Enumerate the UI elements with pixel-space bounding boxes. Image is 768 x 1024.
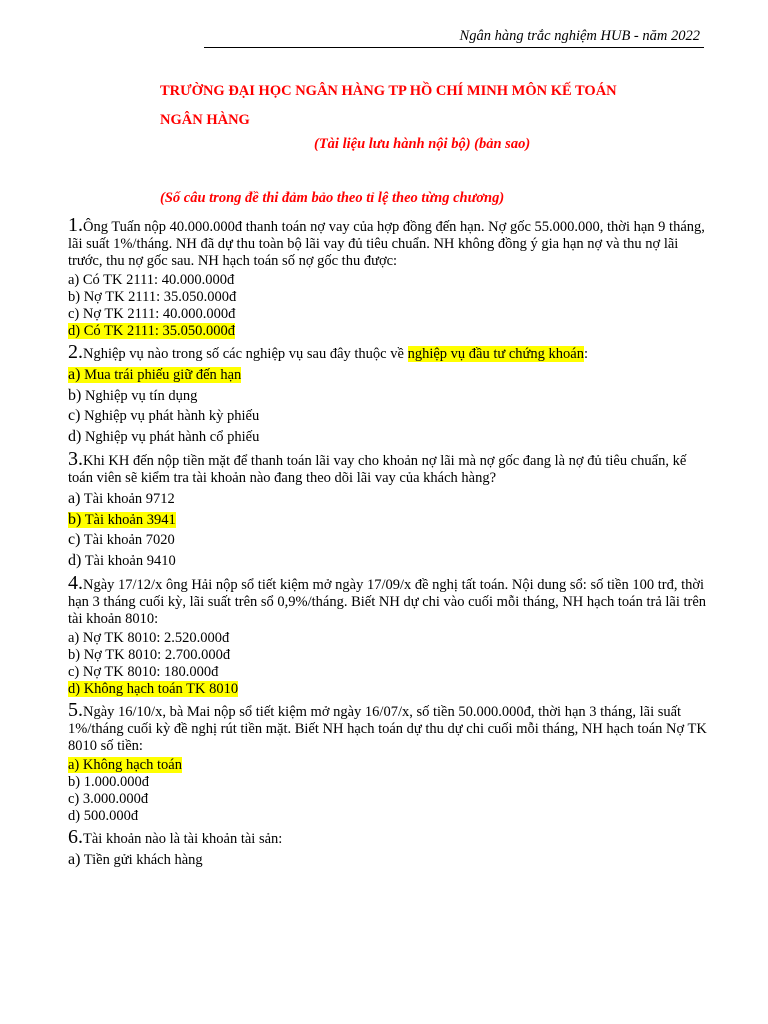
question-number: 3. [68,448,83,470]
answer-option-c: c) Nợ TK 2111: 40.000.000đ [68,306,236,322]
answer-option-a-correct: a) Không hạch toán [68,757,182,773]
page-header: Ngân hàng trắc nghiệm HUB - năm 2022 [459,28,700,44]
question-text: Khi KH đến nộp tiền mặt để thanh toán lãi vay cho khoản nợ lãi mà nợ gốc đang là nợ đủ tiêu chuẩn, kế toán viên sẽ kiểm tra tài khoản nào đang theo dõi lãi vay của khách hàng? [68,453,687,486]
document-title: TRƯỜNG ĐẠI HỌC NGÂN HÀNG TP HỒ CHÍ MINH MÔN KẾ TOÁN NGÂN HÀNG [160,83,617,128]
answer-option-d: d) Nghiệp vụ phát hành cổ phiếu [68,427,260,445]
question-text: Ngày 17/12/x ông Hải nộp sổ tiết kiệm mở ngày 17/09/x đề nghị tất toán. Nội dung sổ: số tiền 100 trđ, thời hạn 3 tháng cuối kỳ, lãi suất trên sổ 0,9%/tháng. Biết NH dự chi vào cuối mỗi tháng, NH hạch toán trả lãi trên tài khoản 8010: [68,577,707,627]
answer-option-a-correct: a) Mua trái phiếu giữ đến hạn [68,366,242,383]
answer-option-a: a) Có TK 2111: 40.000.000đ [68,272,235,288]
question-text: Ngày 16/10/x, bà Mai nộp sổ tiết kiệm mở ngày 16/07/x, số tiền 50.000.000đ, thời hạn 3 tháng, lãi suất 1%/tháng cuối kỳ đề nghị rút tiền mặt. Biết NH hạch toán dự thu dự chi cuối mỗi tháng, NH hạch toán Nợ TK 8010 số tiền: [68,704,707,754]
question-2: 2.Nghiệp vụ nào trong số các nghiệp vụ sau đây thuộc về nghiệp vụ đầu tư chứng khoán: a) Mua trái phiếu giữ đến hạn b) Nghiệp vụ tín dụng c) Nghiệp vụ phát hành kỳ phiếu d) Nghiệp vụ phát hành cổ phiếu [68,344,708,447]
answer-option-d: d) 500.000đ [68,808,139,824]
answer-option-d: d) Tài khoản 9410 [68,551,176,569]
document-subtitle-note: (Số câu trong đề thi đảm bảo theo tỉ lệ theo từng chương) [160,190,505,206]
question-4 [68,572,708,698]
question-text: Tài khoản nào là tài khoản tài sản: [83,831,283,847]
answer-option-b-correct: b) Tài khoản 3941 [68,510,176,528]
answer-option-c: c) Nợ TK 8010: 180.000đ [68,664,219,680]
answer-option-c: c) Tài khoản 7020 [68,531,175,548]
question-text: Ông Tuấn nộp 40.000.000đ thanh toán nợ vay của hợp đồng đến hạn. Nợ gốc 55.000.000, thời hạn 9 tháng, lãi suất 1%/tháng. NH đã dự thu toàn bộ lãi vay đủ tiêu chuẩn. NH không đồng ý gia hạn nợ và thu nợ lãi trước, thu nợ gốc sau. NH hạch toán số nợ gốc thu được: [68,219,705,269]
question-5 [68,699,708,825]
question-3 [68,448,708,571]
question-number: 1. [68,214,83,236]
answer-option-b: b) Nợ TK 8010: 2.700.000đ [68,647,231,663]
answer-option-a: a) Nợ TK 8010: 2.520.000đ [68,630,230,646]
document-subtitle-circulation: (Tài liệu lưu hành nội bộ) (bản sao) [314,136,531,152]
question-number: 5. [68,699,83,721]
answer-option-d-correct: d) Có TK 2111: 35.050.000đ [68,323,236,339]
question-number: 6. [68,826,83,848]
answer-option-a: a) Tiền gửi khách hàng [68,851,203,868]
answer-option-d-correct: d) Không hạch toán TK 8010 [68,681,239,697]
question-number: 4. [68,572,83,594]
question-6 [68,826,708,871]
question-1 [68,214,708,340]
question-highlight: nghiệp vụ đầu tư chứng khoán [407,346,584,362]
question-number: 2. [68,341,83,363]
answer-option-c: c) Nghiệp vụ phát hành kỳ phiếu [68,407,260,424]
answer-option-c: c) 3.000.000đ [68,791,149,807]
question-text: Nghiệp vụ nào trong số các nghiệp vụ sau đây thuộc về [83,346,408,362]
answer-option-b: b) Nợ TK 2111: 35.050.000đ [68,289,237,305]
answer-option-a: a) Tài khoản 9712 [68,490,175,507]
answer-option-b: b) 1.000.000đ [68,774,149,790]
question-list [68,214,708,875]
answer-option-b: b) Nghiệp vụ tín dụng [68,386,198,404]
header-divider [204,47,704,48]
